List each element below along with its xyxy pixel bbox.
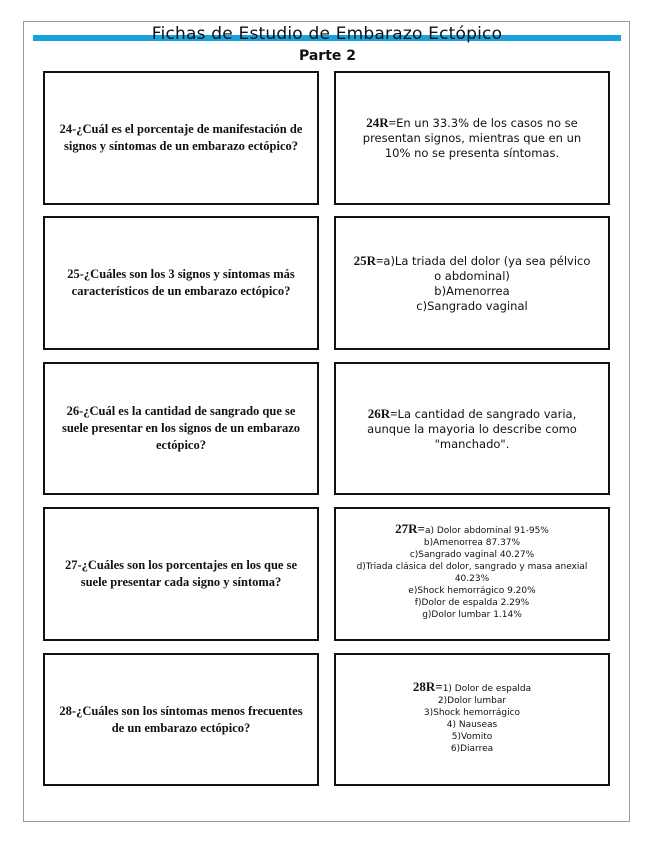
question-text: 25-¿Cuáles son los 3 signos y síntomas más característicos de un embarazo ectópico? bbox=[67, 267, 295, 298]
answer-line: En un 33.3% de los casos no se presentan signos, mientras que en un 10% no se presenta síntomas. bbox=[362, 116, 582, 160]
answer-line: c)Sangrado vaginal 40.27% bbox=[409, 550, 535, 560]
answer-line: g)Dolor lumbar 1.14% bbox=[422, 610, 522, 620]
question-card-25 bbox=[43, 216, 319, 350]
question-text: 26-¿Cuál es la cantidad de sangrado que se suele presentar en los signos de un embarazo ectópico? bbox=[61, 404, 301, 452]
answer-text bbox=[350, 253, 594, 314]
answer-line: c)Sangrado vaginal bbox=[416, 298, 528, 313]
answer-line: b)Amenorrea bbox=[434, 283, 510, 298]
page-subtitle: Parte 2 bbox=[298, 48, 357, 64]
answer-label: 28R= bbox=[412, 679, 443, 694]
answer-line: d)Triada clásica del dolor, sangrado y masa anexial 40.23% bbox=[356, 562, 588, 584]
answer-text bbox=[413, 681, 531, 755]
answer-line: 2)Dolor lumbar bbox=[437, 696, 507, 706]
answer-card-28 bbox=[334, 653, 610, 786]
answer-line: e)Shock hemorrágico 9.20% bbox=[408, 586, 536, 596]
answer-line: 4) Nauseas bbox=[446, 720, 498, 730]
question-card-24 bbox=[43, 71, 319, 205]
question-card-27 bbox=[43, 507, 319, 641]
answer-line: b)Amenorrea 87.37% bbox=[423, 538, 521, 548]
page-title: Fichas de Estudio de Embarazo Ectópico bbox=[151, 24, 503, 44]
answer-line: 6)Diarrea bbox=[450, 744, 494, 754]
answer-line: f)Dolor de espalda 2.29% bbox=[414, 598, 530, 608]
answer-label: 25R= bbox=[353, 252, 384, 268]
answer-text bbox=[350, 115, 594, 161]
answer-card-25 bbox=[334, 216, 610, 350]
answer-line: 1) Dolor de espalda bbox=[442, 684, 532, 694]
answer-label: 27R= bbox=[395, 521, 425, 536]
question-text: 27-¿Cuáles son los porcentajes en los que se suele presentar cada signo y síntoma? bbox=[64, 558, 298, 589]
answer-line: 3)Shock hemorrágico bbox=[423, 708, 521, 718]
question-card-28 bbox=[43, 653, 319, 786]
answer-line: 5)Vomito bbox=[451, 732, 493, 742]
answer-card-24 bbox=[334, 71, 610, 205]
question-text: 28-¿Cuáles son los síntomas menos frecuentes de un embarazo ectópico? bbox=[59, 703, 303, 735]
answer-text bbox=[350, 406, 594, 452]
answer-line: La cantidad de sangrado varia, aunque la mayoria lo describe como "manchado". bbox=[367, 406, 577, 451]
answer-card-27 bbox=[334, 507, 610, 641]
answer-text bbox=[350, 523, 594, 621]
answer-line: a) Dolor abdominal 91-95% bbox=[424, 526, 549, 536]
answer-label: 26R= bbox=[367, 405, 398, 421]
question-text: 24-¿Cuál es el porcentaje de manifestación de signos y síntomas de un embarazo ectópico? bbox=[59, 122, 303, 153]
answer-label: 24R= bbox=[366, 115, 397, 130]
question-card-26 bbox=[43, 362, 319, 495]
answer-line: a)La triada del dolor (ya sea pélvico o abdominal) bbox=[383, 253, 591, 283]
answer-card-26 bbox=[334, 362, 610, 495]
